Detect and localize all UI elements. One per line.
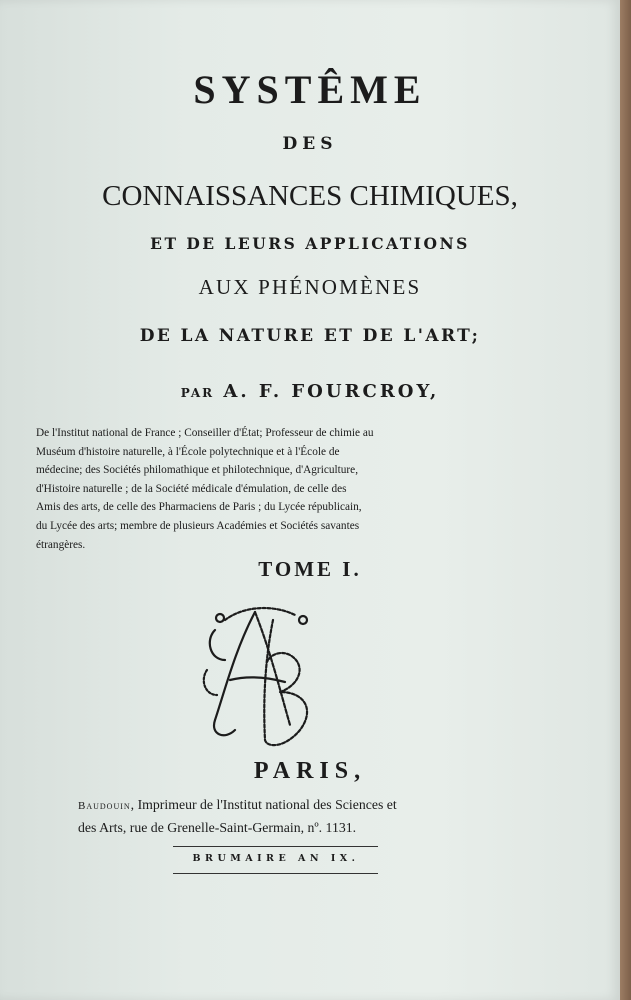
- bio-line: du Lycée des arts; membre de plusieurs Académies et Sociétés savantes: [36, 519, 360, 532]
- printer-name: Baudouin: [78, 800, 131, 812]
- monogram-icon: [195, 600, 325, 750]
- printer-line-2: des Arts, rue de Grenelle-Saint-Germain, nº. 1131.: [78, 820, 357, 835]
- printer-line-1: [78, 794, 518, 817]
- title-line-des: DES: [282, 134, 338, 154]
- bio-line: Muséum d'histoire naturelle, à l'École polytechnique et à l'École de: [36, 445, 340, 458]
- author-name: A. F. FOURCROY,: [223, 381, 440, 402]
- title-line-applications: ET DE LEURS APPLICATIONS: [150, 234, 470, 253]
- bio-line: d'Histoire naturelle ; de la Société médicale d'émulation, de celle des: [36, 482, 347, 495]
- binding-board-edge: [620, 0, 631, 1000]
- title-line-connaissances: CONNAISSANCES CHIMIQUES,: [102, 180, 518, 212]
- title-line-phenomenes: AUX PHÉNOMÈNES: [198, 275, 422, 299]
- title-line-nature: DE LA NATURE ET DE L'ART;: [139, 326, 481, 346]
- imprint-city: PARIS,: [253, 758, 367, 784]
- bio-line: Amis des arts, de celle des Pharmaciens de Paris ; du Lycée républicain,: [36, 501, 362, 514]
- bio-line: médecine; des Sociétés philomathique et philotechnique, d'Agriculture,: [36, 464, 359, 477]
- book-title: SYSTÊME: [193, 67, 427, 112]
- author-credentials: [36, 424, 504, 554]
- date-rule-bottom: [173, 873, 378, 874]
- date-rule-top: [173, 846, 378, 847]
- bio-line: De l'Institut national de France ; Conseiller d'État; Professeur de chimie au: [36, 427, 374, 439]
- author-line: [0, 381, 620, 402]
- bio-line: étrangères.: [36, 538, 86, 551]
- volume-label: TOME I.: [258, 557, 362, 581]
- printer-line-1-rest: , Imprimeur de l'Institut national des Sciences et: [130, 797, 397, 812]
- printer-imprint: [78, 794, 518, 839]
- par-label: PAR: [180, 386, 215, 400]
- publication-date: BRUMAIRE AN IX.: [192, 853, 360, 864]
